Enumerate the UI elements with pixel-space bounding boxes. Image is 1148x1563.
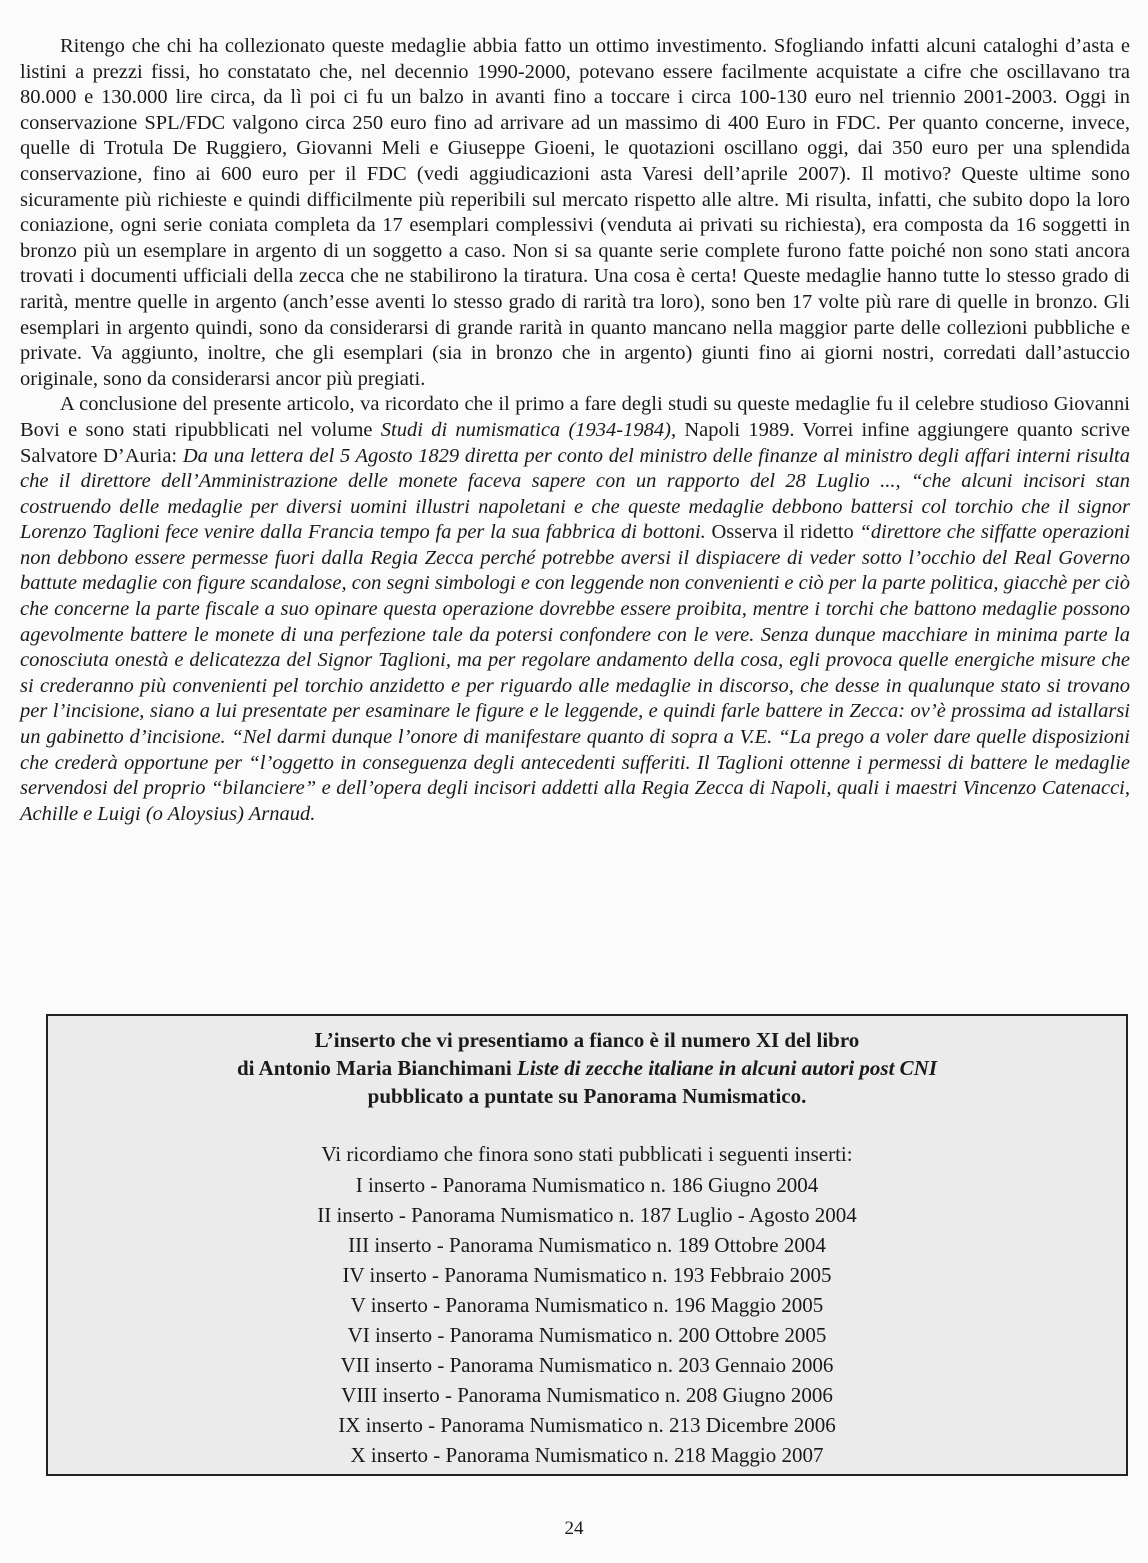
list-item: IX inserto - Panorama Numismatico n. 213 Dicembre 2006 xyxy=(338,1413,836,1437)
box-heading-line2 xyxy=(48,1054,1126,1082)
box-heading-line1: L’inserto che vi presentiamo a fianco è il numero XI del libro xyxy=(314,1028,860,1052)
conclusion-intro: A conclusione del presente articolo, va ricordato che il primo a fare degli studi su queste medaglie fu il celebre studioso Giovanni Bovi e sono stati ripubblicati nel volume xyxy=(20,393,1130,441)
list-item: V inserto - Panorama Numismatico n. 196 Maggio 2005 xyxy=(350,1293,824,1317)
article-body xyxy=(20,34,1130,827)
list-item: VIII inserto - Panorama Numismatico n. 208 Giugno 2006 xyxy=(341,1383,833,1407)
box-heading-line3: pubblicato a puntate su Panorama Numismatico. xyxy=(367,1084,807,1108)
book-title: Studi di numismatica (1934-1984) xyxy=(380,418,671,441)
conclusion-citation: , Napoli 1989. Vorrei infine aggiungere quanto scrive Salvatore D’Auria: xyxy=(20,418,1130,467)
quote-letter: Da una lettera del 5 Agosto 1829 diretta per conto del ministro delle finanze al ministro degli affari interni risulta che il direttore dell’Amministrazione delle monete faceva sapere con un rapporto del 28 Luglio ..., “che alcuni incisori stan costruendo delle medaglie per diversi uomini illustri napoletani e che queste medaglie debbono battersi col torchio che il signor Lorenzo Taglioni fece venire dalla Francia tempo fa per la sua fabbrica di bottoni. xyxy=(20,444,1130,544)
inserts-list xyxy=(48,1170,1126,1470)
list-item: III inserto - Panorama Numismatico n. 189 Ottobre 2004 xyxy=(348,1233,826,1257)
list-item: X inserto - Panorama Numismatico n. 218 Maggio 2007 xyxy=(350,1443,824,1467)
list-item: IV inserto - Panorama Numismatico n. 193 Febbraio 2005 xyxy=(342,1263,832,1287)
conclusion-remark: Osserva il ridetto xyxy=(705,521,860,544)
box-intro: Vi ricordiamo che finora sono stati pubblicati i seguenti inserti: xyxy=(321,1142,853,1166)
list-item: VI inserto - Panorama Numismatico n. 200 Ottobre 2005 xyxy=(347,1323,827,1347)
box-heading xyxy=(48,1026,1126,1110)
quote-director: “direttore che siffatte operazioni non debbono essere permesse fuori dalla Regia Zecca perché potrebbe aversi il dispiacere di veder sotto l’occhio del Real Governo battute medaglie con figure scandalose, con segni simbologi e con leggende non convenienti e ciò per la parte politica, giacchè per ciò che concerne la parte fiscale a suo opinare questa operazione dovrebbe essere proibita, mentre i torchi che battono medaglie possono agevolmente battere le monete di una perfezione tale da potersi confondere con le vere. Senza dunque macchiare in minima parte la conosciuta onestà e delicatezza del Signor Taglioni, ma per regolare andamento della cosa, egli provoca quelle energiche misure che si crederanno più convenienti pel torchio anzidetto e per riguardo alle medaglie in discorso, che desse in qualunque stato si trovano per l’incisione, siano a lui presentate per esaminare le figure e le leggende, e quindi farle battere in Zecca: ov’è prossima ad istallarsi un gabinetto d’incisione. “Nel darmi dunque l’onore di manifestare quanto di sopra a V.E. “La prego a voler dare quelle disposizioni che crederà opportune per “l’oggetto in conseguenza degli antecedenti sufferiti. Il Taglioni ottenne i permessi di battere le medaglie servendosi del proprio “bilanciere” e dell’opera degli incisori addetti alla Regia Zecca di Napoli, quali i maestri Vincenzo Catenacci, Achille e Luigi (o Aloysius) Arnaud. xyxy=(20,521,1130,825)
list-item: VII inserto - Panorama Numismatico n. 203 Gennaio 2006 xyxy=(340,1353,834,1377)
list-item: II inserto - Panorama Numismatico n. 187 Luglio - Agosto 2004 xyxy=(317,1203,857,1227)
list-item: I inserto - Panorama Numismatico n. 186 Giugno 2004 xyxy=(355,1173,819,1197)
page-number: 24 xyxy=(564,1518,584,1539)
insert-info-box xyxy=(46,1014,1128,1476)
paragraph-conclusion xyxy=(20,392,1130,827)
box-author: di Antonio Maria Bianchimani xyxy=(236,1056,517,1080)
box-book-title: Liste di zecche italiane in alcuni autori post CNI xyxy=(517,1056,938,1080)
paragraph-investment: Ritengo che chi ha collezionato queste medaglie abbia fatto un ottimo investimento. Sfogliando infatti alcuni cataloghi d’asta e listini a prezzi fissi, ho constatato che, nel decennio 1990-2000, potevano essere facilmente acquistate a cifre che oscillavano tra 80.000 e 130.000 lire circa, da lì poi ci fu un balzo in avanti fino a toccare i circa 100-130 euro nel triennio 2001-2003. Oggi in conservazione SPL/FDC valgono circa 250 euro fino ad arrivare ad un massimo di 400 Euro in FDC. Per quanto concerne, invece, quelle di Trotula De Ruggiero, Giovanni Meli e Giuseppe Gioeni, le quotazioni oscillano oggi, dai 350 euro per una splendida conservazione, fino ai 600 euro per il FDC (vedi aggiudicazioni asta Varesi dell’aprile 2007). Il motivo? Queste ultime sono sicuramente più richieste e quindi difficilmente più reperibili sul mercato rispetto alle altre. Mi risulta, infatti, che subito dopo la loro coniazione, ogni serie coniata completa da 17 esemplari complessivi (venduta ai privati su richiesta), era composta da 16 soggetti in bronzo più un esemplare in argento di un soggetto a caso. Non si sa quante serie complete furono fatte poiché non sono stati ancora trovati i documenti ufficiali della zecca che ne stabilirono la tiratura. Una cosa è certa! Queste medaglie hanno tutte lo stesso grado di rarità, mentre quelle in argento (anch’esse aventi lo stesso grado di rarità tra loro), sono ben 17 volte più rare di quelle in bronzo. Gli esemplari in argento quindi, sono da considerarsi di grande rarità in quanto mancano nella maggior parte delle collezioni pubbliche e private. Va aggiunto, inoltre, che gli esemplari (sia in bronzo che in argento) giunti fino ai giorni nostri, corredati dall’astuccio originale, sono da considerarsi ancor più pregiati. xyxy=(20,35,1130,390)
